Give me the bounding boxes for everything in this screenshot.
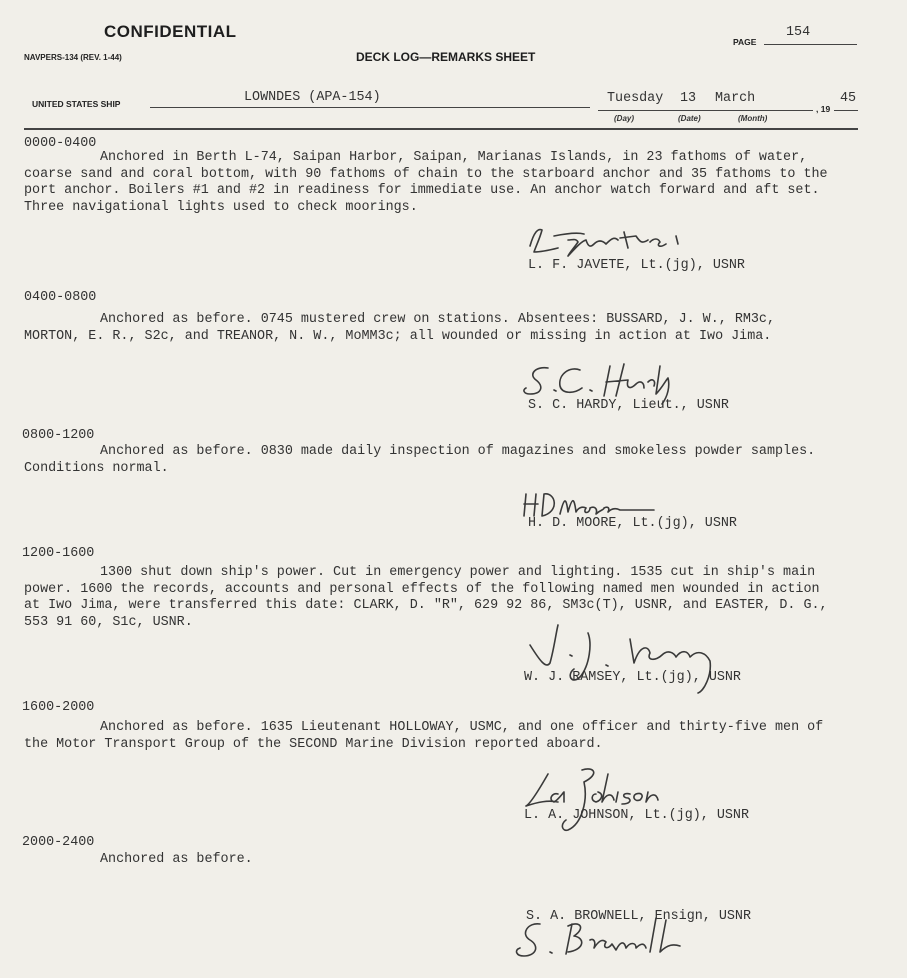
officer-of-deck-name: H. D. MOORE, Lt.(jg), USNR	[528, 516, 737, 531]
watch-time: 1200-1600	[22, 546, 95, 561]
entry-line: Anchored as before. 0745 mustered crew on stations. Absentees: BUSSARD, J. W., RM3c,	[100, 312, 775, 327]
log-entry-text	[24, 444, 884, 477]
page-title: DECK LOG—REMARKS SHEET	[356, 50, 536, 64]
officer-of-deck-name: L. F. JAVETE, Lt.(jg), USNR	[528, 258, 745, 273]
year-rule	[834, 110, 858, 111]
year-prefix: 19	[820, 104, 831, 114]
watch-time: 0000-0400	[24, 136, 97, 151]
log-date: 13	[680, 91, 697, 106]
form-number: NAVPERS-134 (REV. 1-44)	[24, 53, 122, 62]
entry-line: port anchor. Boilers #1 and #2 in readiness for immediate use. An anchor watch forward and aft set.	[24, 183, 820, 198]
handwritten-signature-johnson	[518, 764, 668, 838]
month-caption: (Month)	[738, 114, 768, 123]
entry-line: 553 91 60, S1c, USNR.	[24, 614, 193, 630]
entry-line: Anchored as before.	[100, 852, 253, 867]
officer-of-deck-name: L. A. JOHNSON, Lt.(jg), USNR	[524, 808, 749, 823]
officer-of-deck-name: S. C. HARDY, Lieut., USNR	[528, 398, 729, 413]
officer-of-deck-name: W. J. RAMSEY, Lt.(jg), USNR	[524, 670, 741, 685]
page-label: PAGE	[733, 37, 757, 47]
entry-line: Anchored as before. 1635 Lieutenant HOLLOWAY, USMC, and one officer and thirty-five men of	[100, 720, 824, 735]
entry-line: coarse sand and coral bottom, with 90 fathoms of chain to the starboard anchor and 35 fathoms to the	[24, 166, 828, 182]
log-year: 45	[840, 91, 857, 106]
log-day: Tuesday	[607, 91, 664, 106]
header-divider	[24, 128, 858, 130]
entry-line: 1300 shut down ship's power. Cut in emergency power and lighting. 1535 cut in ship's main	[100, 565, 816, 580]
ship-name: LOWNDES (APA-154)	[244, 90, 381, 105]
entry-line: Conditions normal.	[24, 460, 169, 476]
watch-time: 0800-1200	[22, 428, 95, 443]
officer-of-deck-name: S. A. BROWNELL, Ensign, USNR	[526, 909, 751, 924]
date-caption: (Date)	[678, 114, 701, 123]
handwritten-signature-brownell	[510, 914, 710, 978]
entry-line: the Motor Transport Group of the SECOND Marine Division reported aboard.	[24, 736, 603, 752]
watch-time: 0400-0800	[24, 290, 97, 305]
page-number-rule	[764, 44, 857, 45]
day-caption: (Day)	[614, 114, 635, 123]
entry-line: Three navigational lights used to check moorings.	[24, 199, 418, 215]
log-entry-text	[24, 312, 884, 345]
classification-stamp: CONFIDENTIAL	[104, 22, 237, 41]
ship-label: UNITED STATES SHIP	[32, 99, 121, 109]
watch-time: 1600-2000	[22, 700, 95, 715]
log-entry-text	[24, 150, 884, 216]
ship-name-rule	[150, 107, 590, 108]
entry-line: Anchored in Berth L-74, Saipan Harbor, Saipan, Marianas Islands, in 23 fathoms of water,	[100, 150, 808, 165]
entry-line: Anchored as before. 0830 made daily inspection of magazines and smokeless powder samples.	[100, 444, 816, 459]
log-entry-text	[24, 720, 884, 753]
watch-time: 2000-2400	[22, 835, 95, 850]
log-month: March	[715, 91, 756, 106]
entry-line: at Iwo Jima, were transferred this date: CLARK, D. "R", 629 92 86, SM3c(T), USNR, and EASTER, D. G.,	[24, 598, 828, 613]
year-prefix-comma: ,	[816, 104, 821, 114]
log-entry-text	[24, 852, 884, 869]
page-number: 154	[786, 25, 811, 40]
date-rule	[598, 110, 813, 111]
entry-line: MORTON, E. R., S2c, and TREANOR, N. W., MoMM3c; all wounded or missing in action at Iwo Jima.	[24, 328, 772, 344]
entry-line: power. 1600 the records, accounts and personal effects of the following named men wounded in action	[24, 581, 820, 597]
log-entry-text	[24, 565, 884, 631]
